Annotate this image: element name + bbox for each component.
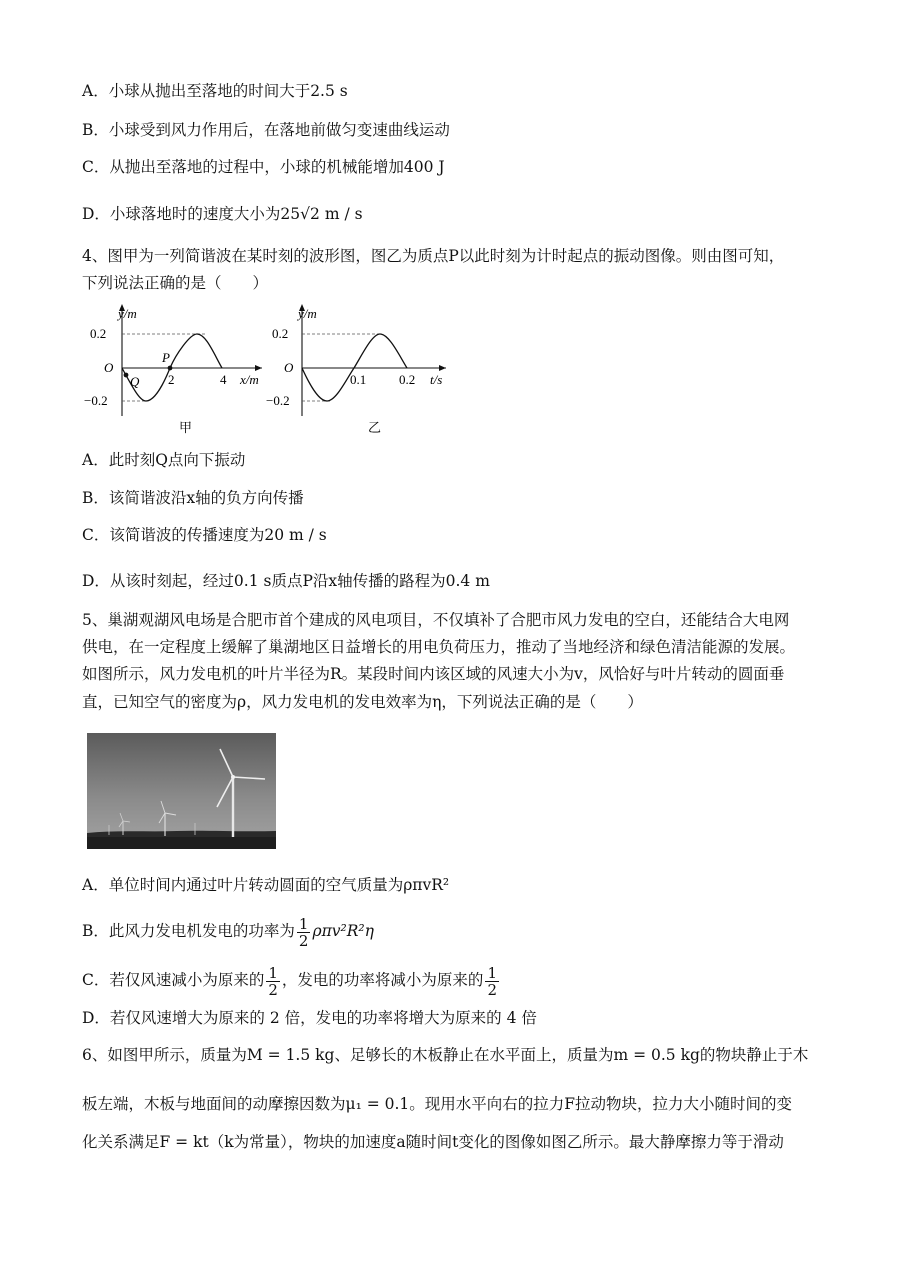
figure-caption-yi: 乙 [368, 420, 382, 435]
point-p-label: P [162, 350, 170, 365]
q5-option-a: A．单位时间内通过叶片转动圆面的空气质量为ρπvR² [82, 876, 450, 894]
q4-option-b: B．该简谐波沿x轴的负方向传播 [82, 489, 304, 507]
origin-label: O [104, 360, 114, 375]
q5-stem-line1: 5、巢湖观湖风电场是合肥市首个建成的风电项目，不仅填补了合肥市风力发电的空白，还能结合大电网 [82, 611, 790, 629]
y-tick-top: 0.2 [272, 326, 289, 341]
y-tick-top: 0.2 [90, 326, 107, 341]
y-tick-bottom: −0.2 [266, 393, 290, 408]
point-q-label: Q [130, 374, 140, 389]
q6-line1: 6、如图甲所示，质量为M = 1.5 kg、足够长的木板静止在水平面上，质量为m = 0.5 kg的物块静止于木 [82, 1046, 809, 1064]
q5-option-c-middle: ，发电的功率将减小为原来的 [281, 971, 484, 989]
q5-stem-line2: 供电，在一定程度上缓解了巢湖地区日益增长的用电负荷压力，推动了当地经济和绿色清洁能源的发展。 [82, 638, 796, 656]
q5-option-b [82, 913, 374, 951]
y-tick-bottom: −0.2 [84, 393, 108, 408]
vibration-graph-yi [266, 298, 456, 438]
origin-label: O [284, 360, 294, 375]
fraction-one-half: $\frac{1}{2}$ [268, 963, 278, 999]
q4-stem-line2: 下列说法正确的是（ ） [82, 274, 269, 292]
fraction-one-half: $\frac{1}{2}$ [487, 963, 497, 999]
wave-graph-jia [86, 298, 272, 438]
q5-option-c-text: C．若仅风速减小为原来的 [82, 971, 265, 989]
wind-farm-photo [87, 733, 276, 849]
point-p-marker [168, 366, 173, 371]
q5-stem-line4: 直，已知空气的密度为ρ，风力发电机的发电效率为η，下列说法正确的是（ ） [82, 693, 643, 711]
q4-option-d: D．从该时刻起，经过0.1 s质点P沿x轴传播的路程为0.4 m [82, 572, 490, 590]
q3-option-c: C．从抛出至落地的过程中，小球的机械能增加400 J [82, 158, 445, 176]
t-tick-01: 0.1 [350, 372, 367, 387]
x-tick-4: 4 [220, 372, 227, 387]
q4-option-c: C．该简谐波的传播速度为20 m / s [82, 526, 327, 544]
q3-option-d: D．小球落地时的速度大小为25√2 m / s [82, 205, 363, 223]
q5-stem-line3: 如图所示，风力发电机的叶片半径为R。某段时间内该区域的风速大小为v，风恰好与叶片转动的圆面垂 [82, 665, 785, 683]
q4-figure-yi [266, 298, 456, 438]
q4-stem-line1: 4、图甲为一列简谐波在某时刻的波形图，图乙为质点P以此时刻为计时起点的振动图像。则由图可知， [82, 247, 785, 265]
point-q-marker [124, 373, 129, 378]
q6-line3: 化关系满足F = kt（k为常量），物块的加速度a随时间t变化的图像如图乙所示。最大静摩擦力等于滑动 [82, 1133, 784, 1151]
wind-turbine-image [87, 733, 276, 849]
q3-option-b: B．小球受到风力作用后，在落地前做匀变速曲线运动 [82, 121, 450, 139]
y-axis-label: y/m [118, 306, 137, 321]
x-axis-label: x/m [240, 372, 259, 387]
q5-option-d: D．若仅风速增大为原来的 2 倍，发电的功率将增大为原来的 4 倍 [82, 1009, 537, 1027]
figure-caption-jia: 甲 [179, 420, 193, 435]
fraction-one-half: $\frac{1}{2}$ [298, 914, 309, 950]
q6-line2: 板左端，木板与地面间的动摩擦因数为μ₁ = 0.1。现用水平向右的拉力F拉动物块，拉力大小随时间的变 [82, 1095, 793, 1113]
t-axis-label: t/s [430, 372, 443, 387]
q4-figure-jia [86, 298, 272, 438]
q5-option-b-text: B．此风力发电机发电的功率为 [82, 922, 295, 940]
y-axis-label: y/m [298, 306, 317, 321]
q5-option-b-formula: ρπv²R²η [312, 922, 374, 940]
q5-option-c [82, 962, 501, 1000]
t-tick-02: 0.2 [399, 372, 416, 387]
q4-option-a: A．此时刻Q点向下振动 [82, 451, 246, 469]
q3-option-a: A．小球从抛出至落地的时间大于2.5 s [82, 82, 348, 100]
x-tick-2: 2 [168, 372, 175, 387]
